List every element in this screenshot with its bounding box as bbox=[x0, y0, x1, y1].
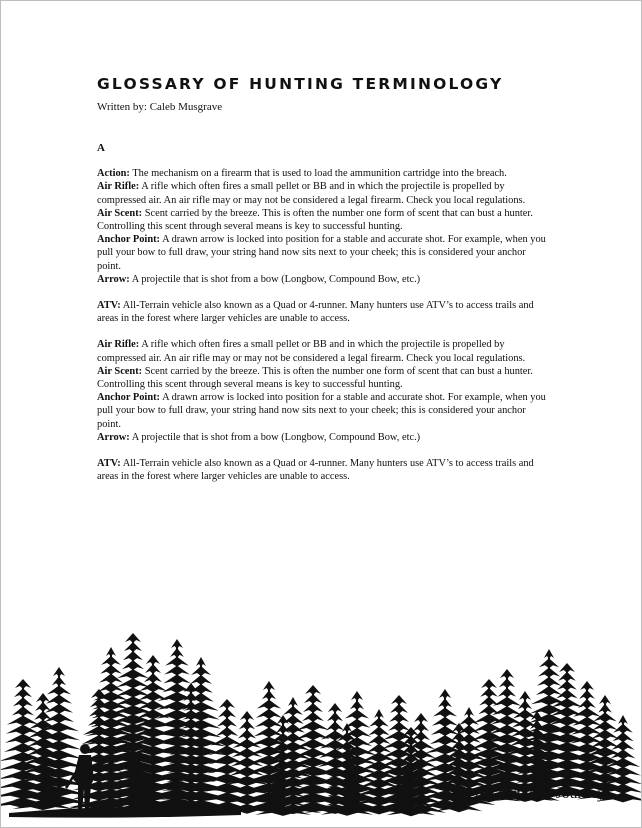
entry-term: Air Scent: bbox=[97, 365, 143, 377]
entry-definition: A projectile that is shot from a bow (Longbow, Compound Bow, etc.) bbox=[131, 431, 421, 443]
entry-definition: A drawn arrow is locked into position for a stable and accurate shot. For example, when you pull your bow to full draw, your string hand now sits next to your cheek; this is considered your anchor point. bbox=[97, 392, 546, 430]
entry-term: Arrow: bbox=[97, 431, 130, 443]
entry-definition: A drawn arrow is locked into position for a stable and accurate shot. For example, when you pull your bow to full draw, your string hand now sits next to your cheek; this is considered your anchor point. bbox=[97, 234, 546, 272]
entry-term: Anchor Point: bbox=[97, 392, 161, 404]
entry-term: Arrow: bbox=[97, 273, 130, 285]
entry-term: Anchor Point: bbox=[97, 234, 161, 246]
glossary-entry bbox=[97, 233, 549, 273]
page-title: GLOSSARY OF HUNTING TERMINOLOGY bbox=[97, 75, 504, 93]
entry-definition: Scent carried by the breeze. This is often the number one form of scent that can bust a hunter. Controlling this scent through several means is key to successful hunting. bbox=[97, 365, 533, 391]
entry-definition: A projectile that is shot from a bow (Longbow, Compound Bow, etc.) bbox=[131, 273, 421, 285]
glossary-entry bbox=[97, 365, 549, 391]
section-letter: A bbox=[97, 142, 105, 154]
entry-definition: All-Terrain vehicle also known as a Quad or 4-runner. Many hunters use ATV’s to access trails and areas in the forest where larger vehicles are unable to access. bbox=[97, 458, 534, 483]
entry-definition: A rifle which often fires a small pellet or BB and in which the projectile is propelled by compressed air. An air rifle may or may not be considered a legal firearm. Check you local regulations. bbox=[97, 181, 526, 206]
glossary-content bbox=[97, 142, 549, 483]
glossary-entry bbox=[97, 299, 549, 325]
glossary-entry bbox=[97, 391, 549, 431]
glossary-entry bbox=[97, 431, 549, 444]
entry-term: Air Scent: bbox=[97, 207, 143, 219]
glossary-entry bbox=[97, 338, 549, 364]
entry-term: Action: bbox=[97, 168, 130, 180]
entry-term: ATV: bbox=[97, 300, 121, 312]
brand-logo-text: the Hunter’s Journey bbox=[475, 785, 605, 802]
author-byline: Written by: Caleb Musgrave bbox=[97, 101, 223, 113]
entry-definition: The mechanism on a firearm that is used to load the ammunition cartridge into the breach. bbox=[132, 168, 507, 180]
glossary-entry bbox=[97, 207, 549, 233]
glossary-entry bbox=[97, 167, 549, 180]
entry-definition: Scent carried by the breeze. This is often the number one form of scent that can bust a hunter. Controlling this scent through several means is key to successful hunting. bbox=[97, 207, 533, 233]
entry-definition: All-Terrain vehicle also known as a Quad or 4-runner. Many hunters use ATV’s to access trails and areas in the forest where larger vehicles are unable to access. bbox=[97, 300, 534, 325]
entry-definition: A rifle which often fires a small pellet or BB and in which the projectile is propelled by compressed air. An air rifle may or may not be considered a legal firearm. Check you local regulations. bbox=[97, 339, 526, 364]
entry-term: Air Rifle: bbox=[97, 181, 140, 193]
glossary-entry bbox=[97, 180, 549, 206]
glossary-entry bbox=[97, 273, 549, 286]
entry-term: ATV: bbox=[97, 458, 121, 470]
entry-term: Air Rifle: bbox=[97, 339, 140, 351]
glossary-entry bbox=[97, 457, 549, 483]
